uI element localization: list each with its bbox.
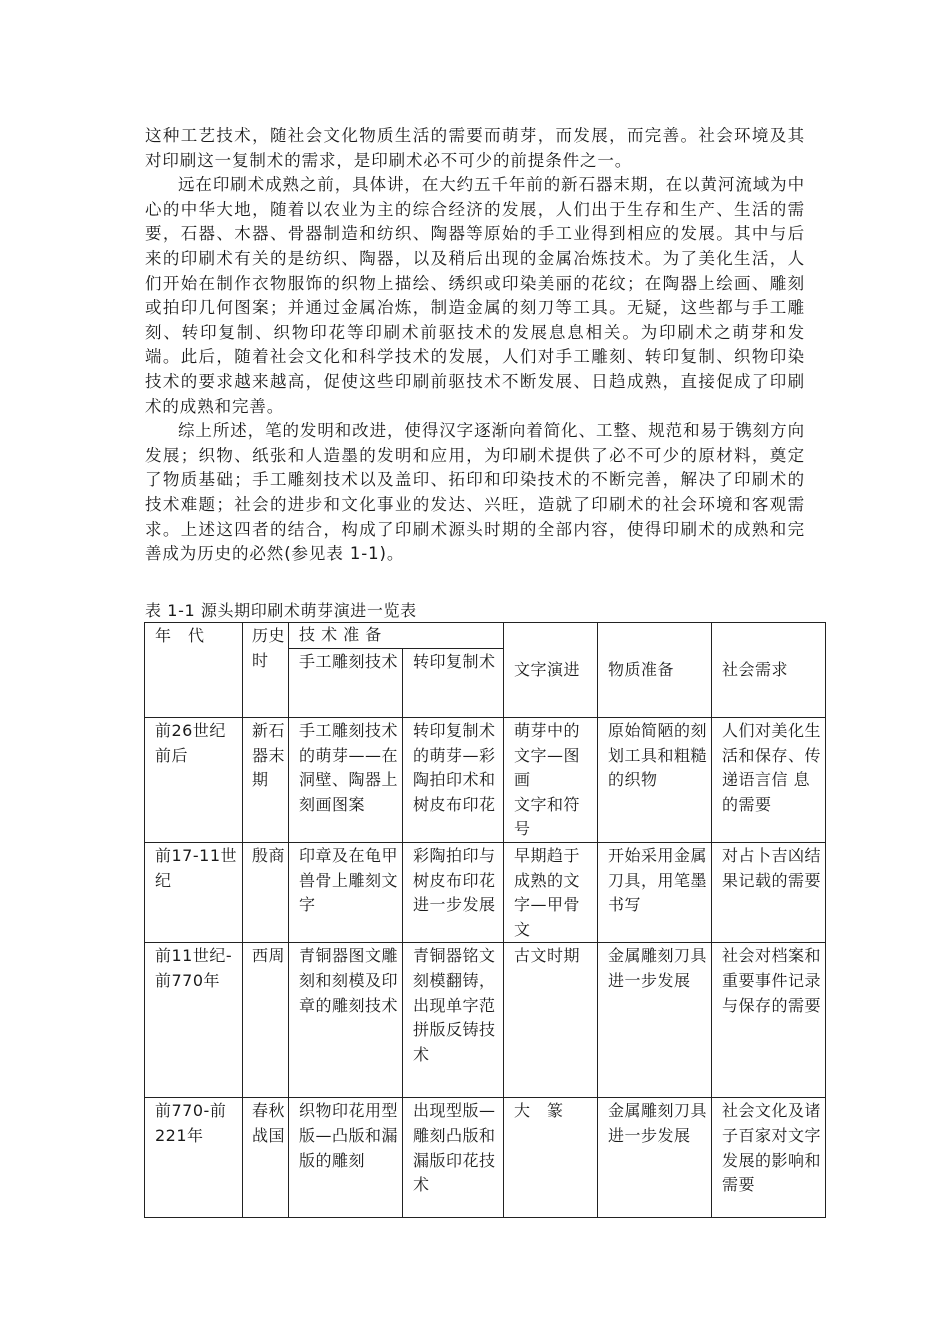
cell-script: 大 篆 bbox=[504, 1098, 598, 1218]
cell-script: 萌芽中的文字—图画 文字和符号 bbox=[504, 718, 598, 843]
header-transfer: 转印复制术 bbox=[403, 649, 504, 718]
cell-transfer: 彩陶拍印与树皮布印花进一步发展 bbox=[403, 842, 504, 942]
cell-era: 前17-11世纪 bbox=[145, 842, 243, 942]
cell-carving: 印章及在龟甲兽骨上雕刻文字 bbox=[289, 842, 403, 942]
cell-transfer: 出现型版—雕刻凸版和漏版印花技术 bbox=[403, 1098, 504, 1218]
cell-period: 殷商 bbox=[243, 842, 289, 942]
table-header-row bbox=[145, 623, 826, 649]
paragraph-2: 远在印刷术成熟之前，具体讲，在大约五千年前的新石器末期，在以黄河流域为中心的中华大地，随着以农业为主的综合经济的发展，人们出于生存和生产、生活的需要，石器、木器、骨器制造和纺织、陶器等原始的手工业得到相应的发展。其中与后来的印刷术有关的是纺织、陶器，以及稍后出现的金属冶炼技术。为了美化生活，人们开始在制作衣物服饰的织物上描绘、绣织或印染美丽的花纹；在陶器上绘画、雕刻或拍印几何图案；并通过金属冶炼，制造金属的刻刀等工具。无疑，这些都与手工雕刻、转印复制、织物印花等印刷术前驱技术的发展息息相关。为印刷术之萌芽和发端。此后，随着社会文化和科学技术的发展，人们对手工雕刻、转印复制、织物印染技术的要求越来越高，促使这些印刷前驱技术不断发展、日趋成熟，直接促成了印刷术的成熟和完善。 bbox=[145, 175, 805, 416]
header-era: 年 代 bbox=[145, 623, 243, 718]
cell-transfer: 转印复制术的萌芽—彩陶拍印术和树皮布印花 bbox=[403, 718, 504, 843]
cell-material: 金属雕刻刀具进一步发展 bbox=[598, 943, 712, 1098]
header-social: 社会需求 bbox=[712, 623, 826, 718]
cell-script: 早期趋于成熟的文字—甲骨文 bbox=[504, 842, 598, 942]
cell-transfer: 青铜器铭文刻模翻铸，出现单字范拼版反铸技术 bbox=[403, 943, 504, 1098]
cell-script: 古文时期 bbox=[504, 943, 598, 1098]
cell-carving: 手工雕刻技术的萌芽——在洞壁、陶器上刻画图案 bbox=[289, 718, 403, 843]
cell-social: 人们对美化生活和保存、传递语言信 息的需要 bbox=[712, 718, 826, 843]
body-text bbox=[145, 124, 805, 567]
cell-carving: 青铜器图文雕刻和刻模及印章的雕刻技术 bbox=[289, 943, 403, 1098]
header-carving: 手工雕刻技术 bbox=[289, 649, 403, 718]
cell-period: 新石器末期 bbox=[243, 718, 289, 843]
cell-period: 春秋战国 bbox=[243, 1098, 289, 1218]
cell-era: 前11世纪-前770年 bbox=[145, 943, 243, 1098]
header-tech: 技 术 准 备 bbox=[289, 623, 504, 649]
paragraph-1: 这种工艺技术，随社会文化物质生活的需要而萌芽，而发展，而完善。社会环境及其对印刷这一复制术的需求，是印刷术必不可少的前提条件之一。 bbox=[145, 126, 805, 170]
paragraph-3: 综上所述，笔的发明和改进，使得汉字逐渐向着简化、工整、规范和易于镌刻方向发展；织物、纸张和人造墨的发明和应用，为印刷术提供了必不可少的原材料，奠定了物质基础；手工雕刻技术以及盖印、拓印和印染技术的不断完善，解决了印刷术的技术难题；社会的进步和文化事业的发达、兴旺，造就了印刷术的社会环境和客观需求。上述这四者的结合，构成了印刷术源头时期的全部内容，使得印刷术的成熟和完善成为历史的必然(参见表 1-1)。 bbox=[145, 421, 805, 564]
header-script: 文字演进 bbox=[504, 623, 598, 718]
table-row bbox=[145, 842, 826, 942]
evolution-table bbox=[144, 622, 826, 1218]
table-row bbox=[145, 718, 826, 843]
table-caption: 表 1-1 源头期印刷术萌芽演进一览表 bbox=[145, 601, 417, 620]
cell-era: 前26世纪前后 bbox=[145, 718, 243, 843]
cell-material: 金属雕刻刀具进一步发展 bbox=[598, 1098, 712, 1218]
cell-social: 社会对档案和重要事件记录与保存的需要 bbox=[712, 943, 826, 1098]
header-period: 历史时 bbox=[243, 623, 289, 718]
cell-material: 开始采用金属刀具，用笔墨书写 bbox=[598, 842, 712, 942]
cell-social: 对占卜吉凶结果记载的需要 bbox=[712, 842, 826, 942]
cell-era: 前770-前221年 bbox=[145, 1098, 243, 1218]
cell-period: 西周 bbox=[243, 943, 289, 1098]
cell-material: 原始简陋的刻划工具和粗糙的织物 bbox=[598, 718, 712, 843]
header-material: 物质准备 bbox=[598, 623, 712, 718]
cell-carving: 织物印花用型版—凸版和漏版的雕刻 bbox=[289, 1098, 403, 1218]
cell-social: 社会文化及诸子百家对文字发展的影响和需要 bbox=[712, 1098, 826, 1218]
table-row bbox=[145, 1098, 826, 1218]
table-row bbox=[145, 943, 826, 1098]
